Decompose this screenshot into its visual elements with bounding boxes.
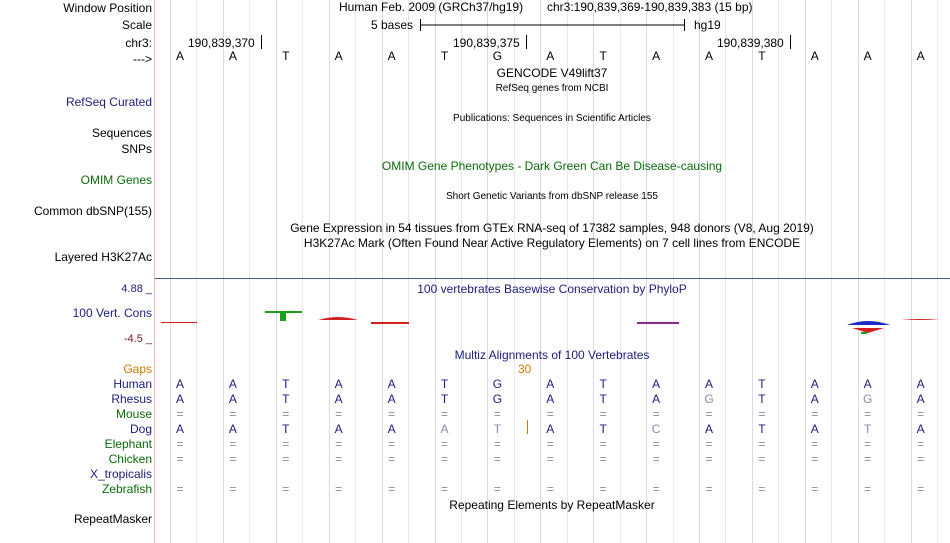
alignment-base: = bbox=[864, 482, 872, 496]
alignment-base: A bbox=[704, 377, 714, 391]
alignment-base: = bbox=[388, 437, 396, 451]
alignment-base: = bbox=[811, 407, 819, 421]
alignment-base: = bbox=[758, 452, 766, 466]
alignment-base: = bbox=[705, 452, 713, 466]
alignment-base: T bbox=[599, 422, 607, 436]
phylop-bar-5 bbox=[371, 322, 409, 324]
phylop-bar-15 bbox=[901, 319, 940, 320]
reference-base: A bbox=[387, 49, 396, 63]
alignment-base: A bbox=[546, 422, 555, 436]
species-label[interactable]: Rhesus bbox=[111, 392, 152, 406]
alignment-base: = bbox=[546, 407, 554, 421]
coord-tick-2: 190,839,375 bbox=[453, 36, 520, 50]
alignment-base: A bbox=[440, 422, 449, 436]
reference-base: A bbox=[334, 49, 343, 63]
conservation-track-divider bbox=[155, 278, 950, 279]
phylop-bar-10 bbox=[637, 322, 679, 324]
alignment-base: = bbox=[917, 407, 925, 421]
alignment-base: = bbox=[705, 407, 713, 421]
alignment-base: A bbox=[546, 377, 555, 391]
alignment-base: = bbox=[440, 452, 449, 466]
alignment-base: A bbox=[810, 422, 819, 436]
alignment-base: G bbox=[492, 377, 503, 391]
alignment-base: = bbox=[758, 482, 766, 496]
alignment-base: T bbox=[758, 392, 766, 406]
reference-base: T bbox=[440, 49, 449, 63]
coord-tick-mark-3 bbox=[790, 35, 791, 49]
alignment-base: = bbox=[282, 452, 290, 466]
scale-bar-label: 5 bases bbox=[371, 18, 414, 32]
alignment-base: A bbox=[175, 422, 185, 436]
guideline bbox=[170, 0, 171, 543]
gap-count: 30 bbox=[518, 362, 532, 376]
guideline bbox=[249, 0, 250, 543]
phylop-bar-14 bbox=[847, 321, 890, 325]
alignment-base: T bbox=[758, 377, 766, 391]
alignment-base: A bbox=[175, 392, 185, 406]
reference-base: A bbox=[175, 49, 185, 63]
strand-arrow-label[interactable]: ---> bbox=[133, 52, 152, 66]
alignment-base: T bbox=[282, 392, 290, 406]
alignment-base: = bbox=[917, 452, 925, 466]
alignment-base: = bbox=[811, 482, 819, 496]
coord-tick-mark-1 bbox=[261, 35, 262, 49]
species-label[interactable]: Chicken bbox=[108, 452, 152, 466]
reference-base: A bbox=[810, 49, 819, 63]
gencode-track-title[interactable]: GENCODE V49lift37 bbox=[496, 66, 608, 80]
reference-base: T bbox=[282, 49, 290, 63]
alignment-base: T bbox=[493, 422, 502, 436]
guideline bbox=[831, 0, 832, 543]
alignment-base: T bbox=[282, 422, 290, 436]
alignment-base: = bbox=[652, 437, 660, 451]
snps-track-label[interactable]: SNPs bbox=[121, 142, 152, 156]
conservation-track-label[interactable]: 100 Vert. Cons bbox=[72, 306, 152, 320]
alignment-base: = bbox=[811, 452, 819, 466]
guideline bbox=[752, 0, 753, 543]
alignment-base: G bbox=[492, 392, 503, 406]
guideline bbox=[408, 0, 409, 543]
guideline bbox=[778, 0, 779, 543]
guideline bbox=[805, 0, 806, 543]
sequences-track-label[interactable]: Sequences bbox=[91, 126, 152, 140]
guideline bbox=[355, 0, 356, 543]
alignment-base: C bbox=[651, 422, 661, 436]
alignment-base: = bbox=[652, 452, 660, 466]
alignment-base: T bbox=[758, 422, 766, 436]
alignment-base: G bbox=[704, 392, 714, 406]
reference-base: T bbox=[758, 49, 766, 63]
alignment-base: = bbox=[176, 407, 184, 421]
dog-insertion-marker bbox=[527, 420, 528, 434]
alignment-base: A bbox=[810, 377, 819, 391]
guideline bbox=[858, 0, 859, 543]
conservation-max-label: 4.88 _ bbox=[121, 283, 152, 295]
alignment-base: A bbox=[334, 392, 343, 406]
omim-track-label[interactable]: OMIM Genes bbox=[80, 173, 152, 187]
alignment-base: A bbox=[916, 392, 925, 406]
multiz-track-title: Multiz Alignments of 100 Vertebrates bbox=[454, 348, 650, 362]
alignment-base: A bbox=[546, 392, 555, 406]
alignment-base: = bbox=[335, 407, 343, 421]
guideline bbox=[223, 0, 224, 543]
reference-base: T bbox=[599, 49, 607, 63]
guideline bbox=[937, 0, 938, 543]
coord-tick-3: 190,839,380 bbox=[717, 36, 784, 50]
alignment-base: = bbox=[758, 437, 766, 451]
alignment-base: T bbox=[282, 377, 290, 391]
alignment-base: A bbox=[228, 377, 237, 391]
alignment-base: = bbox=[864, 452, 872, 466]
alignment-base: = bbox=[440, 482, 449, 496]
window-position-value[interactable]: chr3:190,839,369-190,839,383 (15 bp) bbox=[547, 0, 753, 14]
reference-base: A bbox=[916, 49, 925, 63]
alignment-base: = bbox=[758, 407, 766, 421]
species-label[interactable]: Zebrafish bbox=[101, 482, 152, 496]
phylop-bar-4 bbox=[318, 317, 358, 320]
coord-tick-mark-2 bbox=[526, 35, 527, 49]
alignment-base: = bbox=[229, 437, 237, 451]
conservation-min-label: -4.5 _ bbox=[123, 333, 152, 345]
alignment-base: = bbox=[652, 407, 660, 421]
alignment-base: T bbox=[599, 377, 607, 391]
alignment-base: G bbox=[863, 392, 873, 406]
species-label[interactable]: Elephant bbox=[104, 437, 152, 451]
alignment-base: = bbox=[546, 437, 554, 451]
reference-base: A bbox=[546, 49, 555, 63]
phylop-bar-14-neg bbox=[852, 328, 884, 333]
coord-tick-1: 190,839,370 bbox=[188, 36, 255, 50]
alignment-base: = bbox=[440, 407, 449, 421]
alignment-base: = bbox=[705, 482, 713, 496]
alignment-base: = bbox=[388, 407, 396, 421]
guideline bbox=[884, 0, 885, 543]
scale-db-label: hg19 bbox=[694, 18, 721, 32]
reference-base: A bbox=[228, 49, 237, 63]
alignment-base: A bbox=[916, 377, 925, 391]
reference-base: A bbox=[863, 49, 872, 63]
alignment-base: = bbox=[493, 452, 501, 466]
alignment-base: = bbox=[599, 452, 607, 466]
alignment-base: T bbox=[864, 422, 872, 436]
repeatmasker-track-title: Repeating Elements by RepeatMasker bbox=[449, 498, 655, 512]
alignment-base: = bbox=[176, 452, 184, 466]
reference-base: G bbox=[492, 49, 503, 63]
species-label[interactable]: Mouse bbox=[115, 407, 152, 421]
publications-track-title: Publications: Sequences in Scientific Articles bbox=[453, 113, 651, 124]
alignment-base: T bbox=[440, 377, 449, 391]
assembly-title: Human Feb. 2009 (GRCh37/hg19) bbox=[339, 0, 524, 14]
alignment-base: = bbox=[864, 407, 872, 421]
alignment-base: = bbox=[652, 482, 660, 496]
guideline bbox=[276, 0, 277, 543]
phylop-bar-3-peak bbox=[280, 313, 286, 321]
alignment-base: = bbox=[599, 437, 607, 451]
scale-bar bbox=[420, 17, 686, 33]
h3k27ac-track-title: H3K27Ac Mark (Often Found Near Active Regulatory Elements) on 7 cell lines from ENCODE bbox=[303, 236, 801, 250]
alignment-base: = bbox=[811, 437, 819, 451]
gtex-track-title: Gene Expression in 54 tissues from GTEx RNA-seq of 17382 samples, 948 donors (V8, Aug 2019) bbox=[290, 221, 814, 235]
guideline bbox=[302, 0, 303, 543]
alignment-base: T bbox=[599, 392, 607, 406]
phylop-bar-1 bbox=[161, 322, 197, 323]
alignment-base: = bbox=[176, 437, 184, 451]
alignment-base: = bbox=[546, 482, 554, 496]
alignment-base: = bbox=[176, 482, 184, 496]
dbsnp-track-title: Short Genetic Variants from dbSNP release 155 bbox=[446, 191, 658, 202]
alignment-base: T bbox=[440, 392, 449, 406]
alignment-base: A bbox=[334, 422, 343, 436]
alignment-base: A bbox=[863, 377, 872, 391]
alignment-base: = bbox=[229, 482, 237, 496]
alignment-base: = bbox=[282, 482, 290, 496]
chrom-label: chr3: bbox=[125, 36, 152, 50]
alignment-base: = bbox=[493, 482, 501, 496]
alignment-base: = bbox=[493, 437, 501, 451]
alignment-base: A bbox=[810, 392, 819, 406]
species-label[interactable]: X_tropicalis bbox=[89, 467, 152, 481]
alignment-base: = bbox=[282, 437, 290, 451]
species-label[interactable]: Human bbox=[113, 377, 152, 391]
phylop-bar-14-tick bbox=[861, 332, 867, 334]
guideline bbox=[911, 0, 912, 543]
alignment-base: = bbox=[705, 437, 713, 451]
alignment-base: = bbox=[917, 482, 925, 496]
alignment-base: A bbox=[916, 422, 925, 436]
alignment-base: A bbox=[652, 392, 661, 406]
reference-base: A bbox=[652, 49, 661, 63]
alignment-base: = bbox=[493, 407, 501, 421]
refseq-track-title: RefSeq genes from NCBI bbox=[495, 83, 609, 94]
guideline bbox=[725, 0, 726, 543]
reference-base: A bbox=[704, 49, 714, 63]
species-label[interactable]: Dog bbox=[129, 422, 152, 436]
guideline bbox=[487, 0, 488, 543]
guideline bbox=[699, 0, 700, 543]
alignment-base: = bbox=[335, 437, 343, 451]
guideline bbox=[196, 0, 197, 543]
alignment-base: = bbox=[599, 482, 607, 496]
alignment-base: = bbox=[546, 452, 554, 466]
h3k27ac-track-label[interactable]: Layered H3K27Ac bbox=[54, 250, 152, 264]
dbsnp-track-label[interactable]: Common dbSNP(155) bbox=[33, 204, 152, 218]
alignment-base: = bbox=[864, 437, 872, 451]
guideline bbox=[329, 0, 330, 543]
alignment-base: = bbox=[229, 407, 237, 421]
guideline bbox=[620, 0, 621, 543]
gaps-label: Gaps bbox=[123, 362, 152, 376]
window-position-label: Window Position bbox=[63, 1, 152, 15]
alignment-base: = bbox=[917, 437, 925, 451]
alignment-base: = bbox=[282, 407, 290, 421]
alignment-base: = bbox=[599, 407, 607, 421]
refseq-track-label[interactable]: RefSeq Curated bbox=[65, 95, 152, 109]
alignment-base: A bbox=[228, 392, 237, 406]
scale-label: Scale bbox=[121, 18, 152, 32]
alignment-base: A bbox=[387, 377, 396, 391]
guideline bbox=[382, 0, 383, 543]
alignment-base: A bbox=[704, 422, 714, 436]
phylop-conservation-plot bbox=[155, 295, 950, 345]
guideline bbox=[435, 0, 436, 543]
phylop-bar-3 bbox=[265, 311, 302, 313]
alignment-base: A bbox=[387, 392, 396, 406]
alignment-base: = bbox=[335, 482, 343, 496]
guideline bbox=[461, 0, 462, 543]
omim-track-title: OMIM Gene Phenotypes - Dark Green Can Be Disease-causing bbox=[381, 159, 723, 173]
alignment-base: = bbox=[388, 482, 396, 496]
alignment-base: = bbox=[335, 452, 343, 466]
alignment-base: = bbox=[388, 452, 396, 466]
alignment-base: A bbox=[175, 377, 185, 391]
alignment-base: = bbox=[440, 437, 449, 451]
alignment-base: A bbox=[387, 422, 396, 436]
alignment-base: A bbox=[228, 422, 237, 436]
alignment-base: = bbox=[229, 452, 237, 466]
alignment-base: A bbox=[334, 377, 343, 391]
phylop-track-title: 100 vertebrates Basewise Conservation by PhyloP bbox=[417, 282, 687, 296]
guideline bbox=[673, 0, 674, 543]
repeatmasker-track-label[interactable]: RepeatMasker bbox=[73, 512, 152, 526]
alignment-base: A bbox=[652, 377, 661, 391]
guideline bbox=[646, 0, 647, 543]
